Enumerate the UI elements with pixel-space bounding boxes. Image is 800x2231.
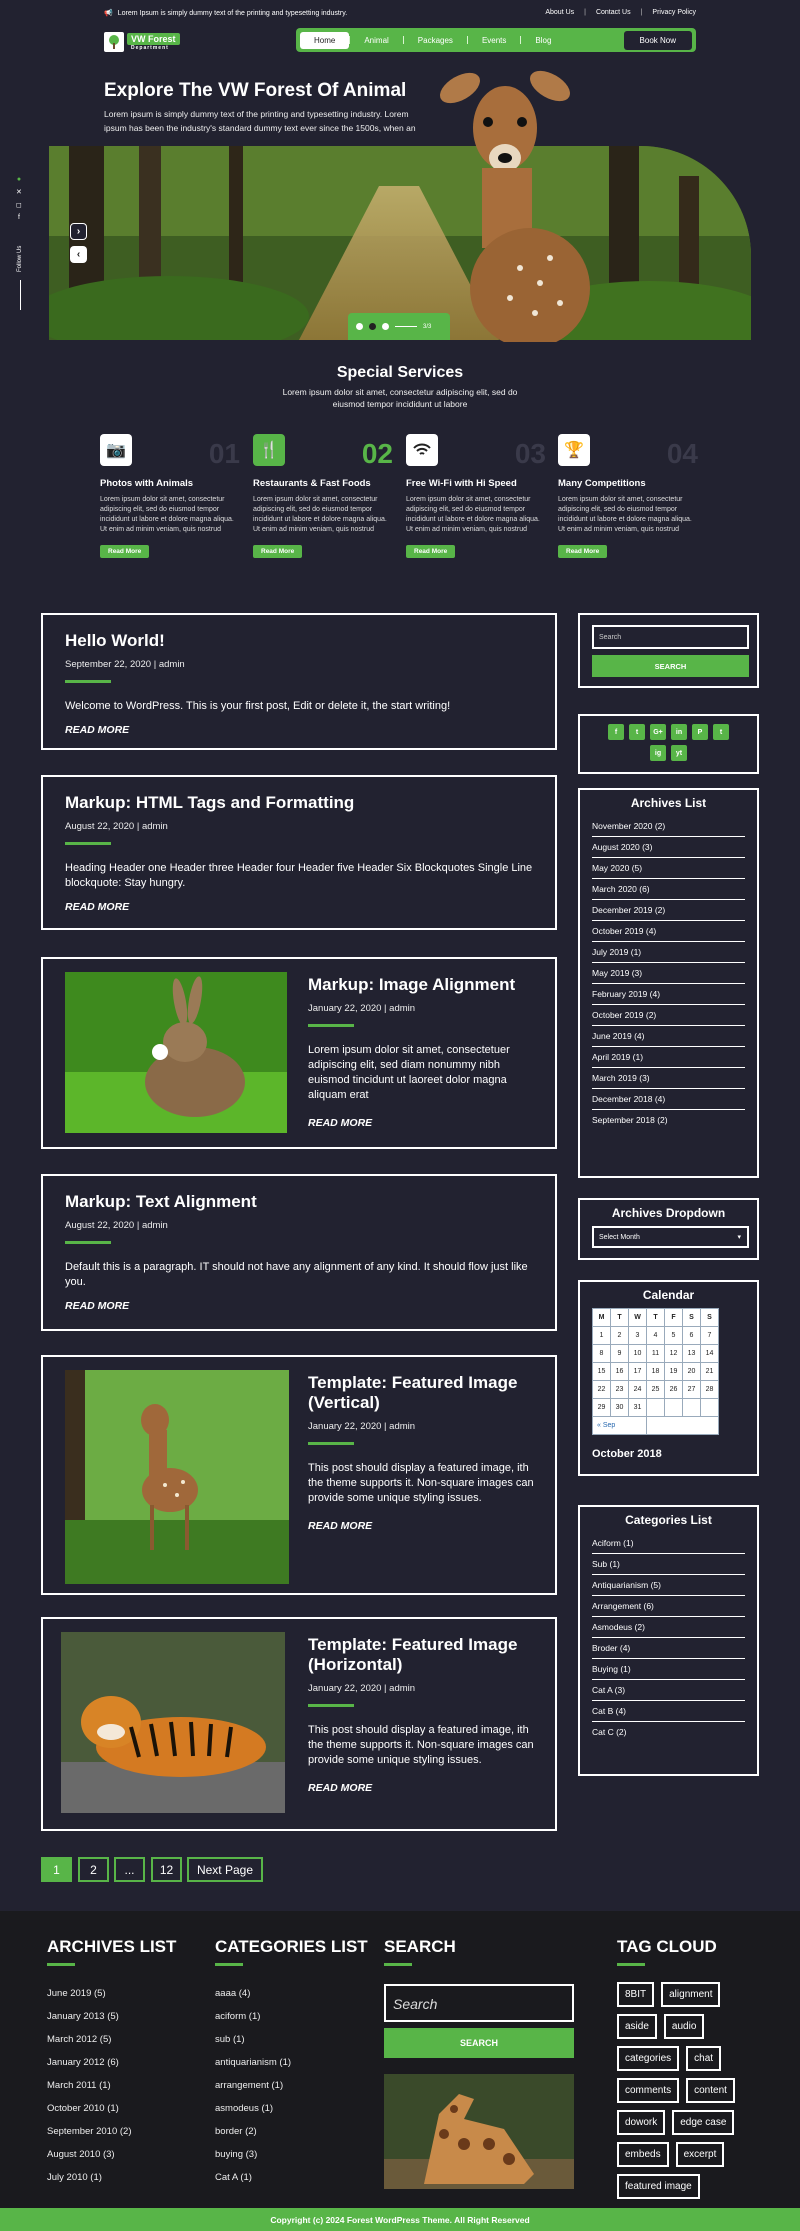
category-link[interactable]: border (2) xyxy=(215,2126,257,2137)
tree-icon xyxy=(104,32,124,52)
archive-link[interactable]: March 2019 (3) xyxy=(592,1068,745,1089)
slider-dots xyxy=(348,313,450,340)
read-more-link[interactable]: READ MORE xyxy=(308,1117,373,1129)
post-meta: September 22, 2020 | admin xyxy=(65,659,185,670)
slide-counter: 3/3 xyxy=(423,323,432,330)
read-more-button[interactable]: Read More xyxy=(558,545,607,558)
archive-link[interactable]: August 2010 (3) xyxy=(47,2149,115,2160)
footer-title: CATEGORIES LIST xyxy=(215,1937,368,1956)
hero-title: Explore The VW Forest Of Animal xyxy=(104,80,407,101)
post-excerpt: Heading Header one Header three Header four Header five Header Six Blockquotes Single Line blockquote: Stay hungry. xyxy=(65,862,533,889)
linkedin-icon[interactable]: in xyxy=(671,724,687,740)
post-meta: January 22, 2020 | admin xyxy=(308,1421,416,1432)
archive-link[interactable]: July 2010 (1) xyxy=(47,2172,102,2183)
post-title[interactable]: Hello World! xyxy=(65,631,165,650)
post-card xyxy=(41,1174,557,1331)
calendar-month: October 2018 xyxy=(592,1448,662,1460)
footer-tags xyxy=(617,1937,757,2199)
page-ellipsis: ... xyxy=(114,1857,145,1882)
vertical-social xyxy=(16,176,22,221)
main-nav xyxy=(296,28,696,52)
post-excerpt: This post should display a featured image, ith the theme supports it. Non-square images can provide some unique styling issues. xyxy=(308,1724,534,1766)
tag-link[interactable]: featured image xyxy=(617,2174,700,2199)
read-more-button[interactable]: Read More xyxy=(100,545,149,558)
archive-link[interactable]: January 2012 (6) xyxy=(47,2057,119,2068)
post-card xyxy=(41,775,557,930)
follow-label: Follow Us xyxy=(17,245,23,272)
post-card xyxy=(41,1617,557,1831)
post-excerpt: Default this is a paragraph. IT should not have any alignment of any kind. It should flow just like you. xyxy=(65,1261,528,1288)
post-excerpt: Lorem ipsum dolor sit amet, consectetuer adipiscing elit, sed diam nonummy nibh euismod tincidunt ut laoreet dolor magna aliquam erat xyxy=(308,1044,510,1101)
category-link[interactable]: arrangement (1) xyxy=(215,2080,284,2091)
category-link[interactable]: aciform (1) xyxy=(215,2011,261,2022)
pinterest-icon[interactable]: P xyxy=(692,724,708,740)
page-2-button[interactable]: 2 xyxy=(78,1857,109,1882)
archive-link[interactable]: September 2010 (2) xyxy=(47,2126,132,2137)
tag-link[interactable]: 8BIT xyxy=(617,1982,654,2007)
instagram-icon[interactable]: ◻ xyxy=(16,202,22,209)
category-link[interactable]: Aciform (1) xyxy=(592,1533,745,1554)
nav-events[interactable]: Events xyxy=(481,35,507,45)
announcement xyxy=(104,9,347,17)
category-link[interactable]: sub (1) xyxy=(215,2034,245,2045)
read-more-button[interactable]: Read More xyxy=(253,545,302,558)
category-link[interactable]: Arrangement (6) xyxy=(592,1596,745,1617)
next-slide-button[interactable] xyxy=(70,246,87,263)
footer-title: SEARCH xyxy=(384,1937,456,1956)
search-widget xyxy=(578,613,759,688)
contact-link[interactable]: Contact Us xyxy=(595,9,631,16)
nav-animal[interactable]: Animal xyxy=(364,35,389,45)
month-select[interactable]: Select Month ▾ xyxy=(592,1226,749,1248)
slide-dot-1[interactable] xyxy=(356,323,363,330)
read-more-link[interactable]: READ MORE xyxy=(65,901,130,913)
calendar-widget xyxy=(578,1280,759,1476)
twitter-icon[interactable]: t xyxy=(629,724,645,740)
deer-image xyxy=(440,58,590,342)
category-link[interactable]: Cat A (1) xyxy=(215,2172,252,2183)
search-button[interactable]: SEARCH xyxy=(592,655,749,677)
read-more-link[interactable]: READ MORE xyxy=(65,724,130,736)
post-card xyxy=(41,1355,557,1595)
archive-link[interactable]: November 2020 (2) xyxy=(592,816,745,837)
post-title[interactable]: Template: Featured Image (Vertical) xyxy=(308,1373,518,1412)
read-more-link[interactable]: READ MORE xyxy=(308,1520,373,1532)
nav-blog[interactable]: Blog xyxy=(535,35,552,45)
tag-link[interactable]: comments xyxy=(617,2078,679,2103)
post-meta: January 22, 2020 | admin xyxy=(308,1683,416,1694)
archives-list xyxy=(592,816,745,1130)
categories-list xyxy=(592,1533,745,1742)
category-link[interactable]: Broder (4) xyxy=(592,1638,745,1659)
archive-link[interactable]: September 2018 (2) xyxy=(592,1115,668,1125)
chevron-right-icon: › xyxy=(76,226,81,237)
archive-link[interactable]: October 2019 (4) xyxy=(592,921,745,942)
service-card: 🍴 02 Restaurants & Fast Foods Lorem ipsum dolor sit amet, consectetur adipiscing elit, sed do eiusmod tempor incididunt ut labore et dolore magna aliqua. Ut enim ad minim veniam, quis nostrud Read More xyxy=(253,434,393,558)
archive-link[interactable]: June 2019 (4) xyxy=(592,1026,745,1047)
category-link[interactable]: Buying (1) xyxy=(592,1659,745,1680)
archive-link[interactable]: August 2020 (3) xyxy=(592,837,745,858)
service-card: 03 Free Wi-Fi with Hi Speed Lorem ipsum dolor sit amet, consectetur adipiscing elit, sed do eiusmod tempor incididunt ut labore et dolore magna aliqua. Ut enim ad minim veniam, quis nostrud Read More xyxy=(406,434,546,558)
google-plus-icon[interactable]: G+ xyxy=(650,724,666,740)
tag-link[interactable]: excerpt xyxy=(676,2142,725,2167)
footer-archives xyxy=(47,1937,176,2189)
tag-link[interactable]: edge case xyxy=(672,2110,734,2135)
prev-month-link[interactable]: « Sep xyxy=(593,1417,647,1435)
post-meta: August 22, 2020 | admin xyxy=(65,821,168,832)
archive-link[interactable]: April 2019 (1) xyxy=(592,1047,745,1068)
post-card xyxy=(41,613,557,750)
tag-link[interactable]: dowork xyxy=(617,2110,665,2135)
twitter-icon[interactable]: ✕ xyxy=(16,189,22,196)
tag-link[interactable]: aside xyxy=(617,2014,657,2039)
caret-down-icon: ▾ xyxy=(737,1234,741,1241)
service-card: 🏆 04 Many Competitions Lorem ipsum dolor sit amet, consectetur adipiscing elit, sed do eiusmod tempor incididunt ut labore et dolore magna aliqua. Ut enim ad minim veniam, quis nostrud Read More xyxy=(558,434,698,558)
category-link[interactable]: Cat A (3) xyxy=(592,1680,745,1701)
read-more-link[interactable]: READ MORE xyxy=(65,1300,130,1312)
top-bar xyxy=(0,0,800,26)
slide-dot-3[interactable] xyxy=(382,323,389,330)
archive-link[interactable]: January 2013 (5) xyxy=(47,2011,119,2022)
page-1-button[interactable]: 1 xyxy=(41,1857,72,1882)
widget-title: Categories List xyxy=(625,1513,712,1527)
chevron-left-icon: ‹ xyxy=(76,249,81,260)
next-page-button[interactable]: Next Page xyxy=(187,1857,263,1882)
footer-search-input[interactable]: Search xyxy=(384,1984,574,2022)
category-link[interactable]: Cat B (4) xyxy=(592,1701,745,1722)
read-more-link[interactable]: READ MORE xyxy=(308,1782,373,1794)
archive-link[interactable]: June 2019 (5) xyxy=(47,1988,106,1999)
calendar-table: M T W T F S S 1 2 3 4 5 6 7 8 9 10 11 12 13 14 15 16 17 18 19 20 21 22 23 24 25 26 27 28 29 30 31 « Sep xyxy=(592,1308,719,1435)
archives-dropdown-widget xyxy=(578,1198,759,1260)
search-input[interactable]: Search xyxy=(592,625,749,649)
prev-slide-button[interactable] xyxy=(70,223,87,240)
services-subtitle: Lorem ipsum dolor sit amet, consectetur adipiscing elit, sed do eiusmod tempor incididunt ut labore xyxy=(282,387,518,409)
service-card: 📷 01 Photos with Animals Lorem ipsum dolor sit amet, consectetur adipiscing elit, sed do eiusmod tempor incididunt ut labore et dolore magna aliqua. Ut enim ad minim veniam, quis nostrud Read More xyxy=(100,434,240,558)
logo-name: VW Forest xyxy=(127,33,180,45)
tag-link[interactable]: content xyxy=(686,2078,735,2103)
hero-text: Lorem ipsum is simply dummy text of the printing and typesetting industry. Lorem ipsum has been the industry's standard dummy text ever since the 1500s, when an xyxy=(104,109,416,133)
category-link[interactable]: Antiquarianism (5) xyxy=(592,1575,745,1596)
rabbit-image xyxy=(65,972,287,1133)
archive-link[interactable]: February 2019 (4) xyxy=(592,984,745,1005)
tag-link[interactable]: categories xyxy=(617,2046,679,2071)
book-now-button[interactable]: Book Now xyxy=(624,31,692,50)
wifi-icon xyxy=(406,434,438,466)
tag-link[interactable]: alignment xyxy=(661,1982,720,2007)
categories-widget xyxy=(578,1505,759,1776)
footer-title: ARCHIVES LIST xyxy=(47,1937,177,1956)
services-title: Special Services xyxy=(336,364,464,381)
copyright: Copyright (c) 2024 Forest WordPress Theme. All Right Reserved xyxy=(0,2208,800,2231)
facebook-icon[interactable]: f xyxy=(608,724,624,740)
post-title[interactable]: Template: Featured Image (Horizontal) xyxy=(308,1635,518,1674)
archive-link[interactable]: March 2011 (1) xyxy=(47,2080,111,2091)
hero-image xyxy=(49,146,751,340)
whatsapp-icon[interactable]: ● xyxy=(16,176,22,183)
cutlery-icon: 🍴 xyxy=(253,434,285,466)
slide-dot-2[interactable] xyxy=(369,323,376,330)
widget-title: Archives Dropdown xyxy=(611,1206,726,1220)
nav-packages[interactable]: Packages xyxy=(417,35,453,45)
megaphone-icon: 📢 xyxy=(104,10,113,17)
tag-link[interactable]: audio xyxy=(664,2014,704,2039)
post-title[interactable]: Markup: Image Alignment xyxy=(308,975,516,994)
about-link[interactable]: About Us xyxy=(545,9,575,16)
category-link[interactable]: Asmodeus (2) xyxy=(592,1617,745,1638)
post-meta: January 22, 2020 | admin xyxy=(308,1003,416,1014)
archive-link[interactable]: May 2019 (3) xyxy=(592,963,745,984)
privacy-link[interactable]: Privacy Policy xyxy=(652,9,696,16)
footer-title: TAG CLOUD xyxy=(617,1937,717,1956)
widget-title: Archives List xyxy=(630,796,707,810)
top-links: About Us | Contact Us | Privacy Policy xyxy=(545,9,696,16)
logo[interactable] xyxy=(104,30,182,54)
category-link[interactable]: Sub (1) xyxy=(592,1554,745,1575)
archive-link[interactable]: December 2019 (2) xyxy=(592,900,745,921)
camera-icon: 📷 xyxy=(100,434,132,466)
nav-home[interactable]: Home xyxy=(300,32,349,49)
fawn-image xyxy=(65,1370,289,1584)
widget-title: Calendar xyxy=(642,1288,695,1302)
trophy-icon: 🏆 xyxy=(558,434,590,466)
category-link[interactable]: asmodeus (1) xyxy=(215,2103,274,2114)
instagram-icon[interactable]: ig xyxy=(650,745,666,761)
giraffe-image xyxy=(384,2074,574,2189)
footer-categories xyxy=(215,1937,368,2189)
archive-link[interactable]: October 2019 (2) xyxy=(592,1005,745,1026)
post-title[interactable]: Markup: HTML Tags and Formatting xyxy=(65,793,355,812)
category-link[interactable]: Cat C (2) xyxy=(592,1727,627,1737)
youtube-icon[interactable]: yt xyxy=(671,745,687,761)
post-excerpt: Welcome to WordPress. This is your first post, Edit or delete it, the start writing! xyxy=(65,700,451,712)
facebook-icon[interactable]: f xyxy=(17,214,20,221)
archive-link[interactable]: March 2012 (5) xyxy=(47,2034,112,2045)
archive-link[interactable]: July 2019 (1) xyxy=(592,942,745,963)
social-widget xyxy=(578,714,759,774)
category-link[interactable]: aaaa (4) xyxy=(215,1988,251,1999)
tag-link[interactable]: chat xyxy=(686,2046,721,2071)
page-12-button[interactable]: 12 xyxy=(151,1857,182,1882)
footer-search-button[interactable]: SEARCH xyxy=(384,2028,574,2058)
archive-link[interactable]: March 2020 (6) xyxy=(592,879,745,900)
tiger-image xyxy=(61,1632,285,1813)
logo-sub: Department xyxy=(131,45,169,51)
footer-search xyxy=(384,1937,574,2189)
category-link[interactable]: buying (3) xyxy=(215,2149,258,2160)
announcement-text: Lorem Ipsum is simply dummy text of the printing and typesetting industry. xyxy=(117,9,348,17)
archive-link[interactable]: December 2018 (4) xyxy=(592,1089,745,1110)
post-card xyxy=(41,957,557,1149)
archive-link[interactable]: October 2010 (1) xyxy=(47,2103,119,2114)
post-meta: August 22, 2020 | admin xyxy=(65,1220,168,1231)
tag-link[interactable]: embeds xyxy=(617,2142,669,2167)
category-link[interactable]: antiquarianism (1) xyxy=(215,2057,292,2068)
read-more-button[interactable]: Read More xyxy=(406,545,455,558)
archives-widget xyxy=(578,788,759,1178)
post-title[interactable]: Markup: Text Alignment xyxy=(65,1192,257,1211)
post-excerpt: This post should display a featured image, ith the theme supports it. Non-square images can provide some unique styling issues. xyxy=(308,1462,534,1504)
archive-link[interactable]: May 2020 (5) xyxy=(592,858,745,879)
tumblr-icon[interactable]: t xyxy=(713,724,729,740)
